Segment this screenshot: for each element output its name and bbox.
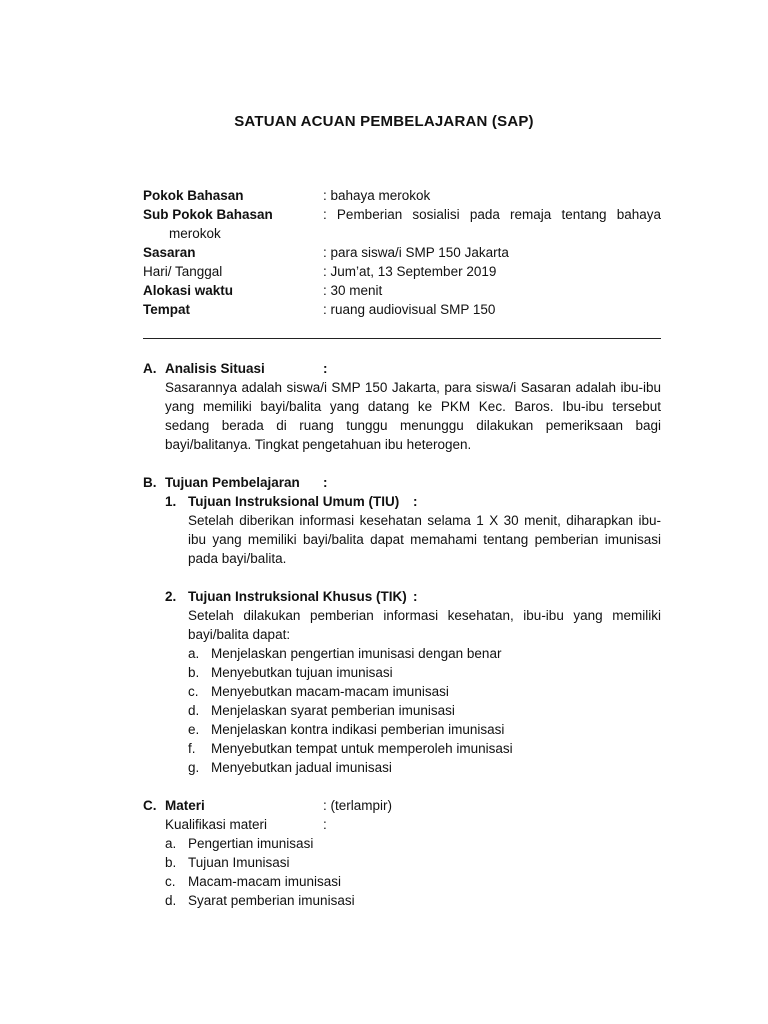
sub-pokok-bahasan-value-line2: merokok — [169, 226, 221, 241]
sub-pokok-bahasan-value-line1: : Pemberian sosialisi pada remaja tentang bahaya — [323, 207, 661, 222]
tik-item-letter: d. — [188, 703, 200, 718]
materi-item-text: Pengertian imunisasi — [188, 836, 314, 851]
section-c-value: : (terlampir) — [323, 798, 393, 813]
tik-colon: : — [413, 589, 418, 604]
tiu-heading: Tujuan Instruksional Umum (TIU) — [188, 494, 400, 509]
section-a-paragraph — [165, 378, 661, 454]
tik-number: 2. — [165, 589, 177, 604]
alokasi-waktu-value: : 30 menit — [323, 283, 383, 298]
tempat-label: Tempat — [143, 302, 191, 317]
section-a-colon: : — [323, 361, 328, 376]
tiu-line: pada bayi/balita. — [188, 551, 287, 566]
sasaran-label: Sasaran — [143, 245, 196, 260]
kualifikasi-materi-label: Kualifikasi materi — [165, 817, 268, 832]
materi-item-letter: d. — [165, 893, 177, 908]
tik-item-text: Menjelaskan syarat pemberian imunisasi — [211, 703, 455, 718]
tik-item-text: Menyebutkan macam-macam imunisasi — [211, 684, 449, 699]
pokok-bahasan-value: : bahaya merokok — [323, 188, 431, 203]
sub-pokok-bahasan-label: Sub Pokok Bahasan — [143, 207, 273, 222]
hari-tanggal-label: Hari/ Tanggal — [143, 264, 223, 279]
tik-line: Setelah dilakukan pemberian informasi kesehatan, ibu-ibu yang memiliki — [188, 608, 661, 623]
tiu-line: ibu yang memiliki bayi/balita dapat memahami tentang pemberian imunisasi — [188, 532, 661, 547]
sasaran-value: : para siswa/i SMP 150 Jakarta — [323, 245, 509, 260]
section-b-heading: Tujuan Pembelajaran — [165, 475, 300, 490]
section-b-colon: : — [323, 475, 328, 490]
sub-pokok-bahasan-value — [323, 205, 661, 224]
tik-item-letter: c. — [188, 684, 199, 699]
tik-line: bayi/balita dapat: — [188, 627, 291, 642]
tik-item-letter: b. — [188, 665, 200, 680]
tiu-number: 1. — [165, 494, 177, 509]
materi-item-text: Macam-macam imunisasi — [188, 874, 342, 889]
section-c-letter: C. — [143, 798, 157, 813]
alokasi-waktu-label: Alokasi waktu — [143, 283, 234, 298]
section-a-line: bayi/balitanya. Tingkat pengetahuan ibu heterogen. — [165, 437, 472, 452]
materi-item-text: Syarat pemberian imunisasi — [188, 893, 355, 908]
tik-heading: Tujuan Instruksional Khusus (TIK) — [188, 589, 407, 604]
materi-item-letter: b. — [165, 855, 177, 870]
tiu-line: Setelah diberikan informasi kesehatan selama 1 X 30 menit, diharapkan ibu- — [188, 513, 661, 528]
tik-item-letter: f. — [188, 741, 196, 756]
tik-paragraph — [188, 606, 661, 644]
section-a-line: Sasarannya adalah siswa/i SMP 150 Jakarta, para siswa/i Sasaran adalah ibu-ibu — [165, 380, 661, 395]
tik-item-text: Menyebutkan tujuan imunisasi — [211, 665, 393, 680]
section-a-heading: Analisis Situasi — [165, 361, 265, 376]
materi-item-letter: a. — [165, 836, 177, 851]
tik-item-text: Menjelaskan kontra indikasi pemberian imunisasi — [211, 722, 505, 737]
header-divider — [143, 338, 661, 339]
tik-item-letter: g. — [188, 760, 200, 775]
tik-item-text: Menyebutkan jadual imunisasi — [211, 760, 392, 775]
section-b-letter: B. — [143, 475, 157, 490]
tik-item-letter: e. — [188, 722, 200, 737]
materi-item-text: Tujuan Imunisasi — [188, 855, 290, 870]
section-a-letter: A. — [143, 361, 157, 376]
section-a-line: yang memiliki bayi/balita yang datang ke PKM Kec. Baros. Ibu-ibu tersebut — [165, 399, 661, 414]
tempat-value: : ruang audiovisual SMP 150 — [323, 302, 496, 317]
section-a-line: sedang berada di ruang tunggu menunggu dilakukan pemeriksaan bagi — [165, 418, 661, 433]
tiu-colon: : — [413, 494, 418, 509]
materi-item-letter: c. — [165, 874, 176, 889]
tik-item-letter: a. — [188, 646, 200, 661]
hari-tanggal-value: : Jum’at, 13 September 2019 — [323, 264, 497, 279]
tiu-paragraph — [188, 511, 661, 568]
kualifikasi-materi-colon: : — [323, 817, 327, 832]
tik-item-text: Menyebutkan tempat untuk memperoleh imunisasi — [211, 741, 513, 756]
section-c-heading: Materi — [165, 798, 205, 813]
pokok-bahasan-label: Pokok Bahasan — [143, 188, 244, 203]
document-title: SATUAN ACUAN PEMBELAJARAN (SAP) — [234, 113, 534, 130]
tik-item-text: Menjelaskan pengertian imunisasi dengan benar — [211, 646, 502, 661]
